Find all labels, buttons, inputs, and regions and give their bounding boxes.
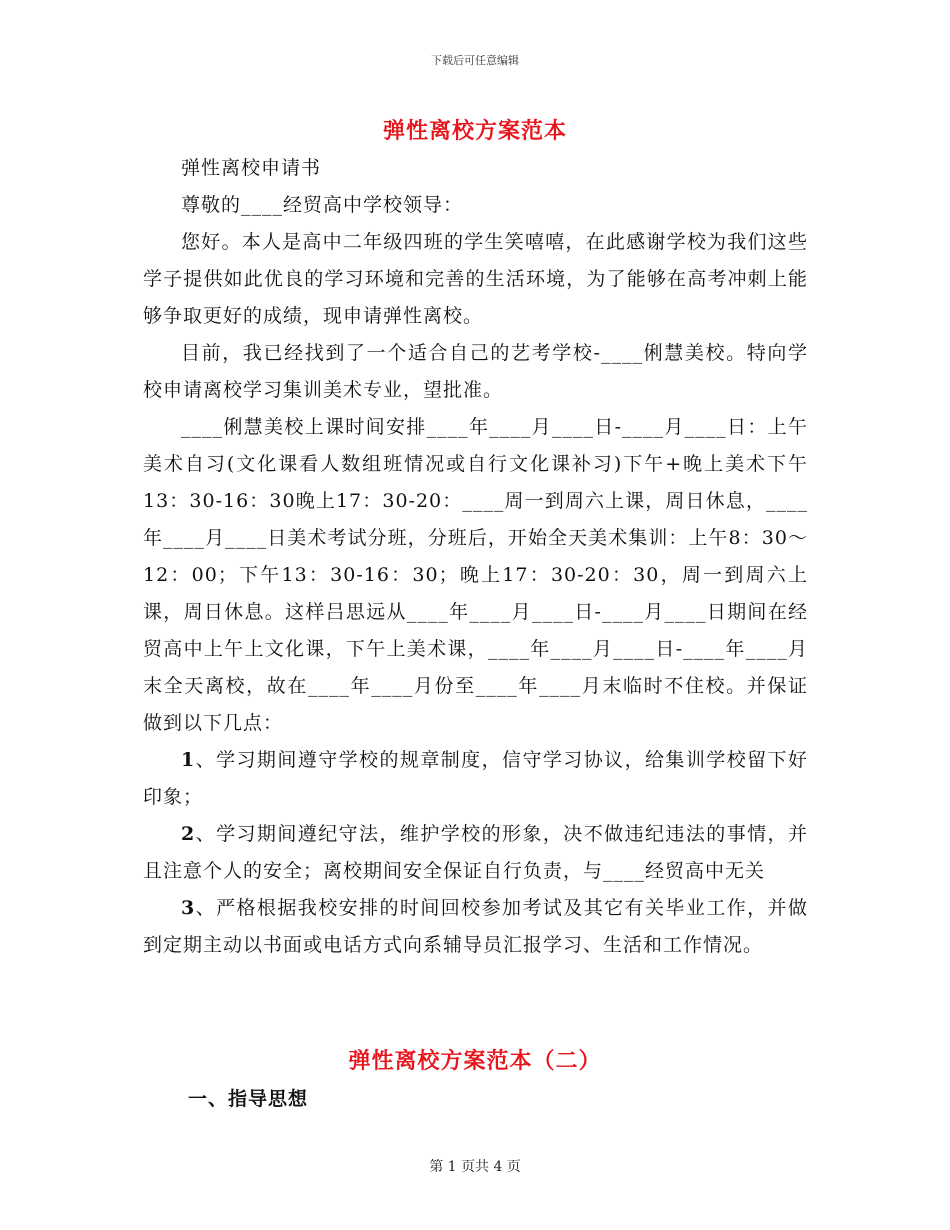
document-title-second: 弹性离校方案范本（二） [348,1048,602,1074]
paragraph-greeting: 您好。本人是高中二年级四班的学生笑嘻嘻，在此感谢学校为我们这些学子提供如此优良的学习环境和完善的生活环境，为了能够在高考冲刺上能够争取更好的成绩，现申请弹性离校。 [143,231,808,327]
document-body [143,150,808,964]
point-number: 3 [181,897,196,919]
paragraph-current-school: 目前，我已经找到了一个适合自己的艺考学校-____俐慧美校。特向学校申请离校学习集训美术专业，望批准。 [143,342,808,401]
point-number: 2 [181,823,196,845]
point-text: 、严格根据我校安排的时间回校参加考试及其它有关毕业工作，并做到定期主动以书面或电话方式向系辅导员汇报学习、生活和工作情况。 [143,897,808,956]
point-item-2 [143,816,808,890]
page-number-footer: 第 1 页共 4 页 [429,1159,521,1175]
point-item-1 [143,742,808,816]
paragraph-salutation: 尊敬的____经贸高中学校领导： [181,194,464,216]
point-text: 、学习期间遵纪守法，维护学校的形象，决不做违纪违法的事情，并且注意个人的安全；离校期间安全保证自行负责，与____经贸高中无关 [143,823,808,882]
page-header-note: 下载后可任意编辑 [431,54,519,67]
point-item-3 [143,890,808,964]
point-number: 1 [181,749,196,771]
document-title: 弹性离校方案范本 [382,118,567,144]
section-heading-guiding-ideology: 一、指导思想 [188,1088,309,1110]
point-text: 、学习期间遵守学校的规章制度，信守学习协议，给集训学校留下好印象； [143,749,808,808]
paragraph-application-title: 弹性离校申请书 [181,157,322,179]
paragraph-schedule: ____俐慧美校上课时间安排____年____月____日-____月____日：上午美术自习(文化课看人数组班情况或自行文化课补习)下午+晚上美术下午13：30-16：30晚上17：30-20：____周一到周六上课，周日休息，____年____月____日美术考试分班，分班后，开始全天美术集训：上午8：30～12：00；下午13：30-16：30；晚上17：30-20：30，周一到周六上课，周日休息。这样吕思远从____年____月____日-____月____日期间在经贸高中上午上文化课，下午上美术课，____年____月____日-____年____月末全天离校，故在____年____月份至____年____月末临时不住校。并保证做到以下几点： [143,416,808,734]
